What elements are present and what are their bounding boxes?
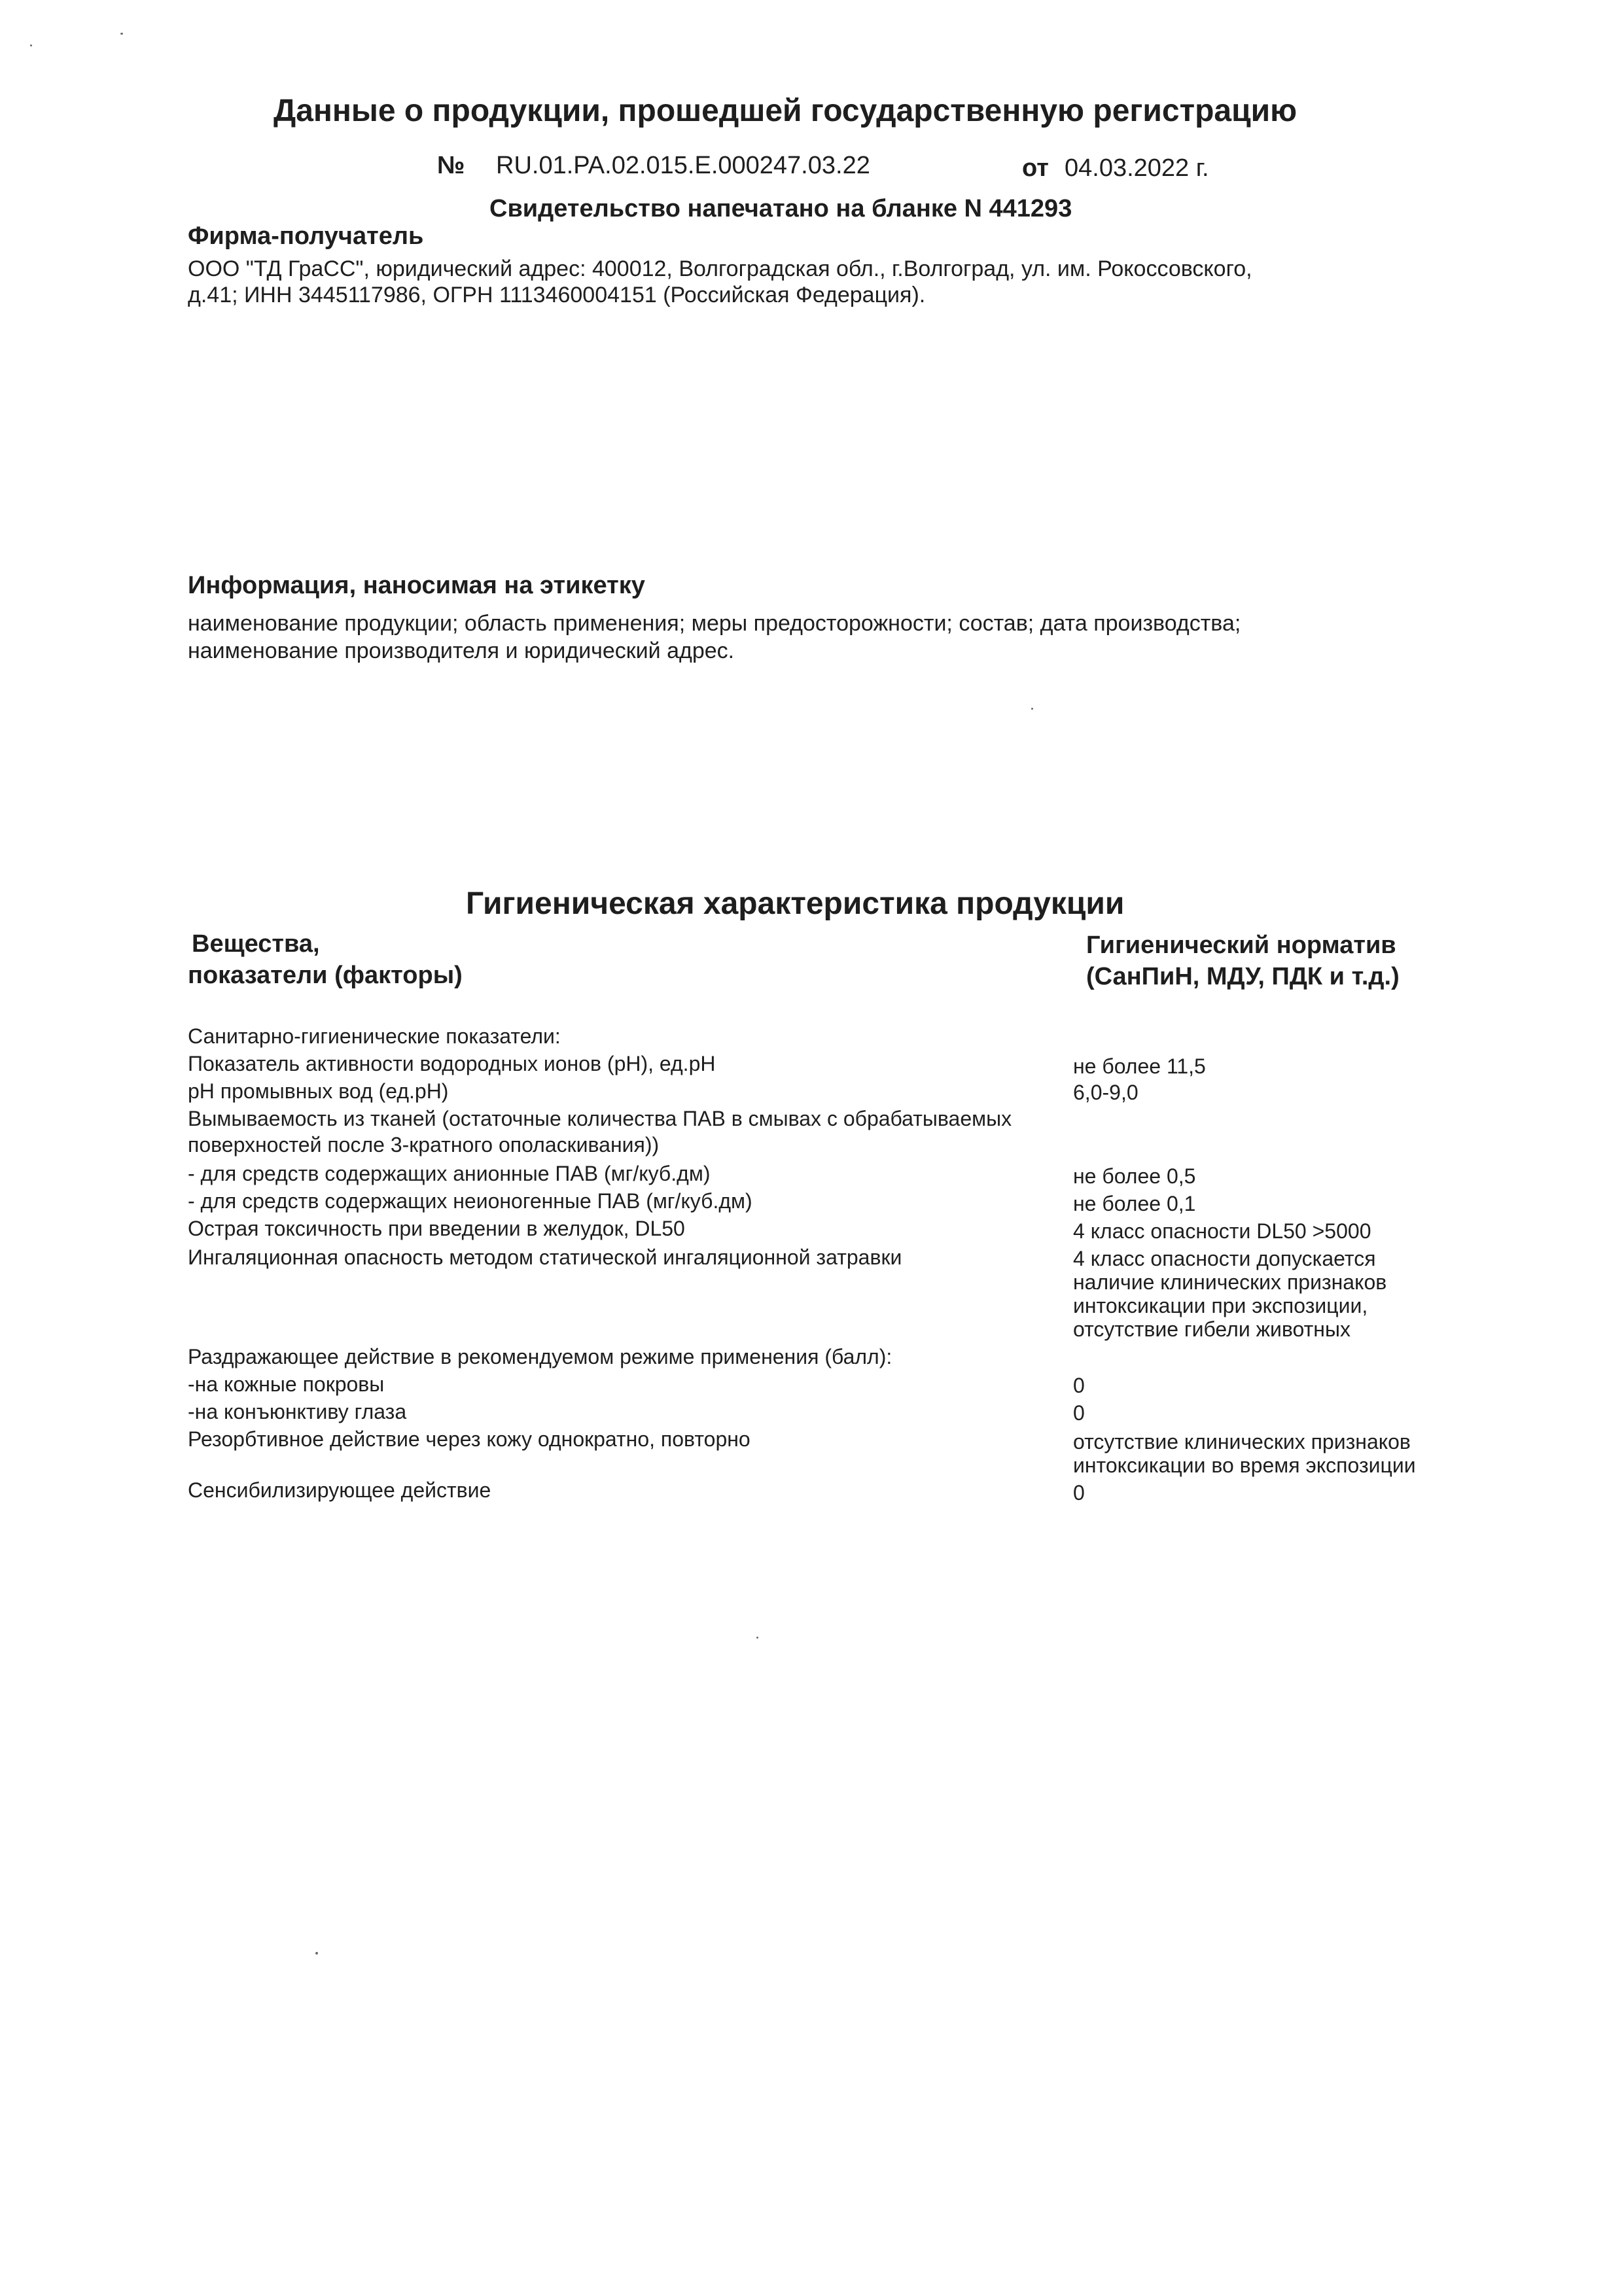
param-row: Раздражающее действие в рекомендуемом режиме применения (балл): [188,1345,892,1368]
param-row: Сенсибилизирующее действие [188,1478,491,1502]
recipient-heading: Фирма-получатель [188,222,424,250]
norm-value: интоксикации при экспозиции, [1073,1294,1368,1317]
norm-value: 0 [1073,1374,1085,1397]
param-row: Показатель активности водородных ионов (pH), ед.pH [188,1052,716,1075]
col-header-right-1: Гигиенический норматив [1086,931,1396,959]
norm-value: отсутствие гибели животных [1073,1317,1350,1341]
hygiene-heading: Гигиеническая характеристика продукции [466,886,1125,921]
param-row: Ингаляционная опасность методом статической ингаляционной затравки [188,1245,902,1269]
param-row: Вымываемость из тканей (остаточные количества ПАВ в смывах с обрабатываемых [188,1107,1012,1130]
scan-speck [120,33,123,35]
registration-date: 04.03.2022 г. [1065,154,1209,182]
norm-value: не более 0,5 [1073,1164,1196,1188]
scan-speck [315,1952,318,1955]
col-header-left-1: Вещества, [192,930,320,958]
param-row: -на конъюнктиву глаза [188,1400,407,1423]
norm-value: 4 класс опасности допускается [1073,1247,1376,1270]
norm-value: 0 [1073,1401,1085,1425]
label-info-line-1: наименование продукции; область применения; меры предосторожности; состав; дата производства; [188,611,1241,636]
label-info-heading: Информация, наносимая на этикетку [188,572,645,599]
param-row: Острая токсичность при введении в желудок, DL50 [188,1217,685,1240]
param-row: pH промывных вод (ед.pH) [188,1079,449,1103]
param-row: Санитарно-гигиенические показатели: [188,1024,561,1048]
norm-value: интоксикации во время экспозиции [1073,1453,1416,1477]
norm-value: 4 класс опасности DL50 >5000 [1073,1219,1371,1243]
date-label: от [1022,154,1049,182]
norm-value: не более 0,1 [1073,1192,1196,1215]
norm-value: 0 [1073,1481,1085,1505]
recipient-line-2: д.41; ИНН 3445117986, ОГРН 1113460004151 (Российская Федерация). [188,283,926,307]
norm-value: отсутствие клинических признаков [1073,1430,1411,1453]
scan-speck [1031,708,1033,710]
norm-value: наличие клинических признаков [1073,1270,1387,1294]
norm-value: не более 11,5 [1073,1054,1206,1078]
number-label: № [437,152,465,179]
param-row: - для средств содержащих анионные ПАВ (мг/куб.дм) [188,1162,711,1185]
registration-number: RU.01.PA.02.015.E.000247.03.22 [496,152,870,179]
recipient-line-1: ООО "ТД ГраСС", юридический адрес: 400012, Волгоградская обл., г.Волгоград, ул. им. Рокоссовского, [188,256,1252,281]
col-header-left-2: показатели (факторы) [188,962,463,989]
scan-speck [756,1637,758,1639]
label-info-line-2: наименование производителя и юридический адрес. [188,638,735,663]
param-row: поверхностей после 3-кратного ополаскивания)) [188,1133,660,1157]
scan-speck [30,44,32,46]
blank-note: Свидетельство напечатано на бланке N 441293 [489,195,1072,222]
norm-value: 6,0-9,0 [1073,1081,1139,1104]
page-title: Данные о продукции, прошедшей государственную регистрацию [274,94,1297,128]
param-row: -на кожные покровы [188,1372,385,1396]
param-row: - для средств содержащих неионогенные ПАВ (мг/куб.дм) [188,1189,752,1213]
param-row: Резорбтивное действие через кожу однократно, повторно [188,1427,750,1451]
col-header-right-2: (СанПиН, МДУ, ПДК и т.д.) [1086,963,1400,990]
